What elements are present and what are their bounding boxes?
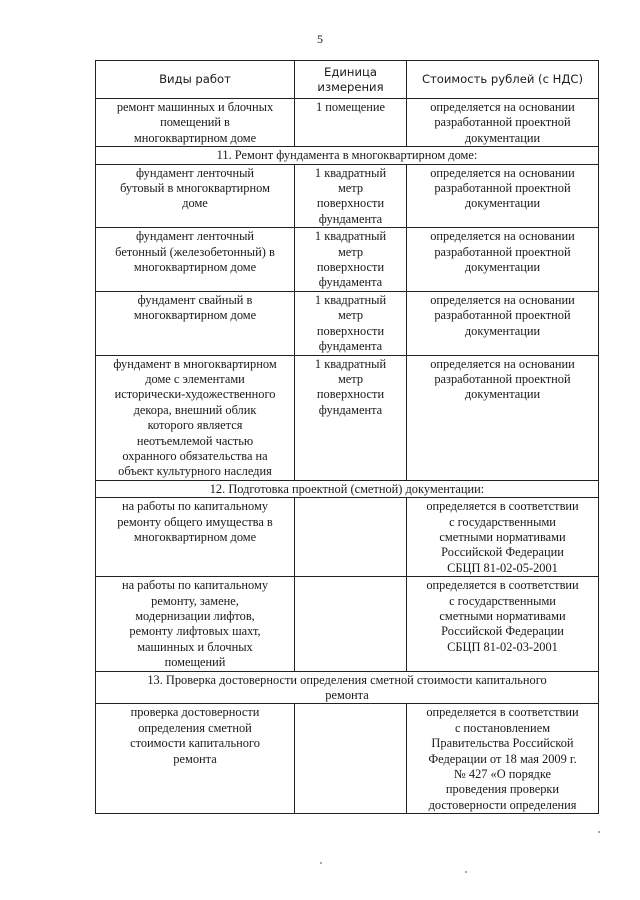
cost-cell: определяется в соответствии с государственными сметными нормативами Российской Федерации СБЦП 81-02-03-2001 bbox=[407, 577, 599, 671]
table-row bbox=[96, 498, 599, 577]
scan-speck bbox=[598, 831, 600, 833]
cost-cell: определяется на основании разработанной проектной документации bbox=[407, 164, 599, 228]
scan-speck bbox=[465, 871, 467, 873]
table-row bbox=[96, 291, 599, 355]
section-heading: 11. Ремонт фундамента в многоквартирном доме: bbox=[96, 147, 599, 164]
section-heading-row bbox=[96, 147, 599, 164]
section-heading: 13. Проверка достоверности определения сметной стоимости капитального ремонта bbox=[96, 671, 599, 704]
header-work-type: Виды работ bbox=[96, 61, 295, 99]
section-heading-row bbox=[96, 671, 599, 704]
work-cost-table bbox=[95, 60, 599, 814]
cost-cell: определяется на основании разработанной проектной документации bbox=[407, 99, 599, 147]
table-row bbox=[96, 577, 599, 671]
unit-cell: 1 помещение bbox=[295, 99, 407, 147]
unit-cell bbox=[295, 577, 407, 671]
section-heading: 12. Подготовка проектной (сметной) документации: bbox=[96, 480, 599, 497]
cost-cell: определяется на основании разработанной проектной документации bbox=[407, 291, 599, 355]
work-type-cell: фундамент свайный в многоквартирном доме bbox=[96, 291, 295, 355]
work-type-cell: фундамент ленточный бутовый в многоквартирном доме bbox=[96, 164, 295, 228]
table-body bbox=[96, 99, 599, 814]
unit-cell bbox=[295, 498, 407, 577]
table-header-row bbox=[96, 61, 599, 99]
work-type-cell: фундамент ленточный бетонный (железобетонный) в многоквартирном доме bbox=[96, 228, 295, 292]
unit-cell: 1 квадратный метр поверхности фундамента bbox=[295, 164, 407, 228]
work-type-cell: проверка достоверности определения сметной стоимости капитального ремонта bbox=[96, 704, 295, 814]
cost-cell: определяется на основании разработанной проектной документации bbox=[407, 355, 599, 480]
work-type-cell: на работы по капитальному ремонту, замене, модернизации лифтов, ремонту лифтовых шахт, машинных и блочных помещений bbox=[96, 577, 295, 671]
page-number: 5 bbox=[317, 32, 323, 46]
cost-cell: определяется в соответствии с государственными сметными нормативами Российской Федерации СБЦП 81-02-05-2001 bbox=[407, 498, 599, 577]
cost-cell: определяется в соответствии с постановлением Правительства Российской Федерации от 18 мая 2009 г. № 427 «О порядке проведения проверки достоверности определения bbox=[407, 704, 599, 814]
table-row bbox=[96, 164, 599, 228]
header-unit: Единица измерения bbox=[295, 61, 407, 99]
header-cost: Стоимость рублей (с НДС) bbox=[407, 61, 599, 99]
table-row bbox=[96, 355, 599, 480]
table-row bbox=[96, 704, 599, 814]
section-heading-row bbox=[96, 480, 599, 497]
unit-cell: 1 квадратный метр поверхности фундамента bbox=[295, 291, 407, 355]
unit-cell: 1 квадратный метр поверхности фундамента bbox=[295, 228, 407, 292]
scan-speck bbox=[320, 862, 322, 864]
work-type-cell: ремонт машинных и блочных помещений в многоквартирном доме bbox=[96, 99, 295, 147]
table-row bbox=[96, 228, 599, 292]
unit-cell bbox=[295, 704, 407, 814]
unit-cell: 1 квадратный метр поверхности фундамента bbox=[295, 355, 407, 480]
work-type-cell: фундамент в многоквартирном доме с элементами исторически-художественного декора, внешний облик которого является неотъемлемой частью охранного обязательства на объект культурного наследия bbox=[96, 355, 295, 480]
table-row bbox=[96, 99, 599, 147]
cost-cell: определяется на основании разработанной проектной документации bbox=[407, 228, 599, 292]
work-type-cell: на работы по капитальному ремонту общего имущества в многоквартирном доме bbox=[96, 498, 295, 577]
